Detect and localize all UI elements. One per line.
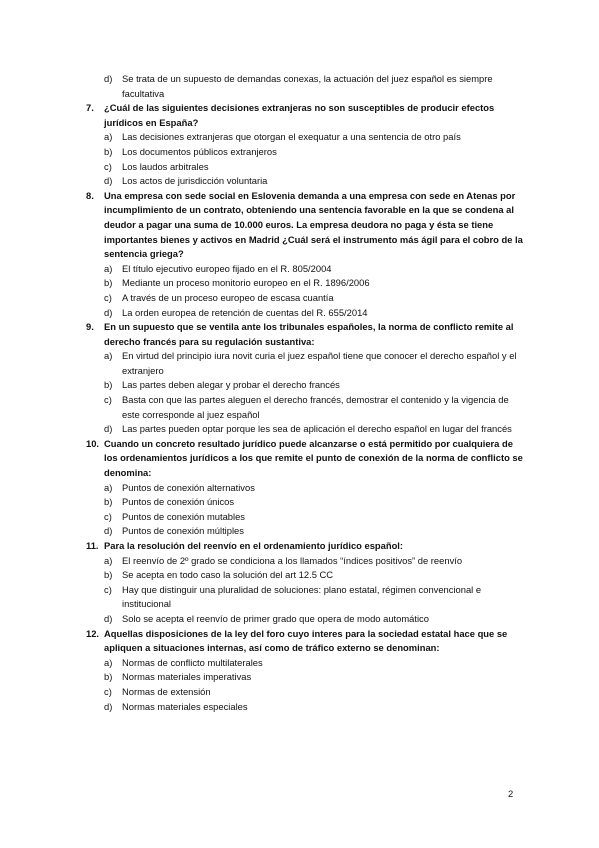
option-text: En virtud del principio iura novit curia el juez español tiene que conocer el derecho español y el extranjero — [122, 350, 517, 376]
option-text: Los documentos públicos extranjeros — [122, 145, 277, 157]
question — [86, 320, 526, 349]
question-number: 10. — [86, 437, 100, 449]
answer-option — [86, 495, 526, 510]
question-text: En un supuesto que se ventila ante los tribunales españoles, la norma de conflicto remite al derecho francés para su regulación sustantiva: — [104, 321, 514, 347]
option-text: Las decisiones extranjeras que otorgan el exequatur a una sentencia de otro país — [122, 131, 461, 143]
option-text: Se trata de un supuesto de demandas conexas, la actuación del juez español es siempre facultativa — [122, 73, 493, 99]
option-letter: b) — [104, 145, 113, 157]
option-letter: c) — [104, 160, 112, 172]
answer-option — [86, 481, 526, 496]
option-text: Puntos de conexión alternativos — [122, 481, 255, 493]
question — [86, 539, 526, 554]
answer-option — [86, 656, 526, 671]
question-number: 9. — [86, 321, 94, 333]
option-letter: a) — [104, 481, 113, 493]
option-letter: b) — [104, 671, 113, 683]
option-letter: d) — [104, 175, 113, 187]
question-number: 12. — [86, 627, 100, 639]
option-text: Puntos de conexión únicos — [122, 496, 235, 508]
option-text: Puntos de conexión mutables — [122, 510, 245, 522]
answer-option — [86, 349, 526, 378]
option-letter: a) — [104, 350, 113, 362]
option-text: Se acepta en todo caso la solución del art 12.5 CC — [122, 569, 334, 581]
question-text: ¿Cuál de las siguientes decisiones extranjeras no son susceptibles de producir efectos jurídicos en España? — [104, 102, 495, 128]
option-text: Las partes pueden optar porque les sea de aplicación el derecho español en lugar del francés — [122, 423, 512, 435]
option-text: Solo se acepta el reenvío de primer grado que opera de modo automático — [122, 612, 429, 624]
answer-option — [86, 685, 526, 700]
question-number: 11. — [86, 540, 99, 551]
option-text: Hay que distinguir una pluralidad de soluciones: plano estatal, régimen convencional e institucional — [122, 583, 482, 610]
question-text: Una empresa con sede social en Eslovenia demanda a una empresa con sede en Atenas por incumplimiento de un contrato, obteniendo una sentencia favorable en la que se condena al deudor a pagar una suma de 10.000 euros. La empresa deudora no paga y ésta se tiene importantes bienes y activos en Madrid ¿Cuál será el instrumento más ágil para el cobro de la sentencia griega? — [104, 189, 523, 260]
question-number: 7. — [86, 102, 94, 114]
option-letter: c) — [104, 394, 112, 406]
answer-option — [86, 174, 526, 189]
option-text: Los laudos arbitrales — [122, 160, 209, 172]
option-letter: b) — [104, 496, 113, 508]
option-text: Las partes deben alegar y probar el derecho francés — [122, 379, 340, 391]
answer-option — [86, 612, 526, 627]
option-letter: d) — [104, 306, 113, 318]
answer-option — [86, 291, 526, 306]
option-letter: c) — [104, 685, 112, 697]
option-letter: c) — [104, 510, 112, 522]
answer-option — [86, 510, 526, 525]
answer-option — [86, 160, 526, 175]
option-letter: a) — [104, 262, 113, 274]
option-letter: d) — [104, 612, 113, 624]
option-letter: b) — [104, 569, 113, 581]
option-text: Normas materiales especiales — [122, 700, 248, 712]
option-text: La orden europea de retención de cuentas del R. 655/2014 — [122, 306, 368, 318]
option-letter: a) — [104, 656, 113, 668]
option-letter: c) — [104, 583, 112, 595]
answer-option — [86, 700, 526, 715]
question — [86, 189, 526, 262]
answer-option — [86, 130, 526, 145]
option-letter: d) — [104, 423, 113, 435]
page-number: 2 — [508, 788, 514, 799]
option-letter: a) — [104, 131, 113, 143]
option-text: Normas de conflicto multilaterales — [122, 656, 263, 668]
question-text: Cuando un concreto resultado jurídico puede alcanzarse o está permitido por cualquiera de los ordenamientos jurídicos a los que remite el punto de conexión de la norma de conflicto se denomina: — [104, 437, 523, 479]
option-letter: d) — [104, 700, 113, 712]
option-letter: d) — [104, 525, 113, 537]
answer-option — [86, 276, 526, 291]
option-letter: b) — [104, 379, 113, 391]
question — [86, 101, 526, 130]
answer-option — [86, 306, 526, 321]
answer-option — [86, 524, 526, 539]
option-text: Normas de extensión — [122, 685, 211, 697]
answer-option — [86, 378, 526, 393]
option-letter: a) — [104, 554, 113, 566]
option-letter: d) — [104, 73, 113, 84]
question-text: Aquellas disposiciones de la ley del foro cuyo interes para la sociedad estatal hace que se apliquen a situaciones internas, así como de tráfico externo se denominan: — [104, 627, 508, 654]
question — [86, 437, 526, 481]
option-text: A través de un proceso europeo de escasa cuantía — [122, 291, 334, 303]
option-text: Puntos de conexión múltiples — [122, 525, 244, 537]
option-text: El título ejecutivo europeo fijado en el R. 805/2004 — [122, 262, 332, 274]
option-text: Los actos de jurisdicción voluntaria — [122, 175, 268, 187]
answer-option — [86, 568, 526, 583]
answer-option — [86, 422, 526, 437]
question — [86, 627, 526, 656]
question-number: 8. — [86, 189, 94, 201]
answer-option — [86, 393, 526, 422]
answer-option — [86, 554, 526, 569]
questions-container — [86, 101, 526, 714]
question-list — [86, 72, 526, 714]
option-text: El reenvío de 2º grado se condiciona a los llamados “índices positivos” de reenvío — [122, 554, 463, 566]
answer-option — [86, 145, 526, 160]
option-letter: b) — [104, 277, 113, 289]
answer-option — [86, 262, 526, 277]
option-text: Basta con que las partes aleguen el derecho francés, demostrar el contenido y la vigencia de este corresponde al juez español — [122, 394, 509, 420]
option-text: Mediante un proceso monitorio europeo en el R. 1896/2006 — [122, 277, 370, 289]
option-text: Normas materiales imperativas — [122, 671, 252, 683]
answer-option — [86, 670, 526, 685]
continued-option — [86, 72, 526, 101]
answer-option — [86, 583, 526, 612]
question-text: Para la resolución del reenvío en el ordenamiento jurídico español: — [104, 540, 404, 551]
option-letter: c) — [104, 291, 112, 303]
